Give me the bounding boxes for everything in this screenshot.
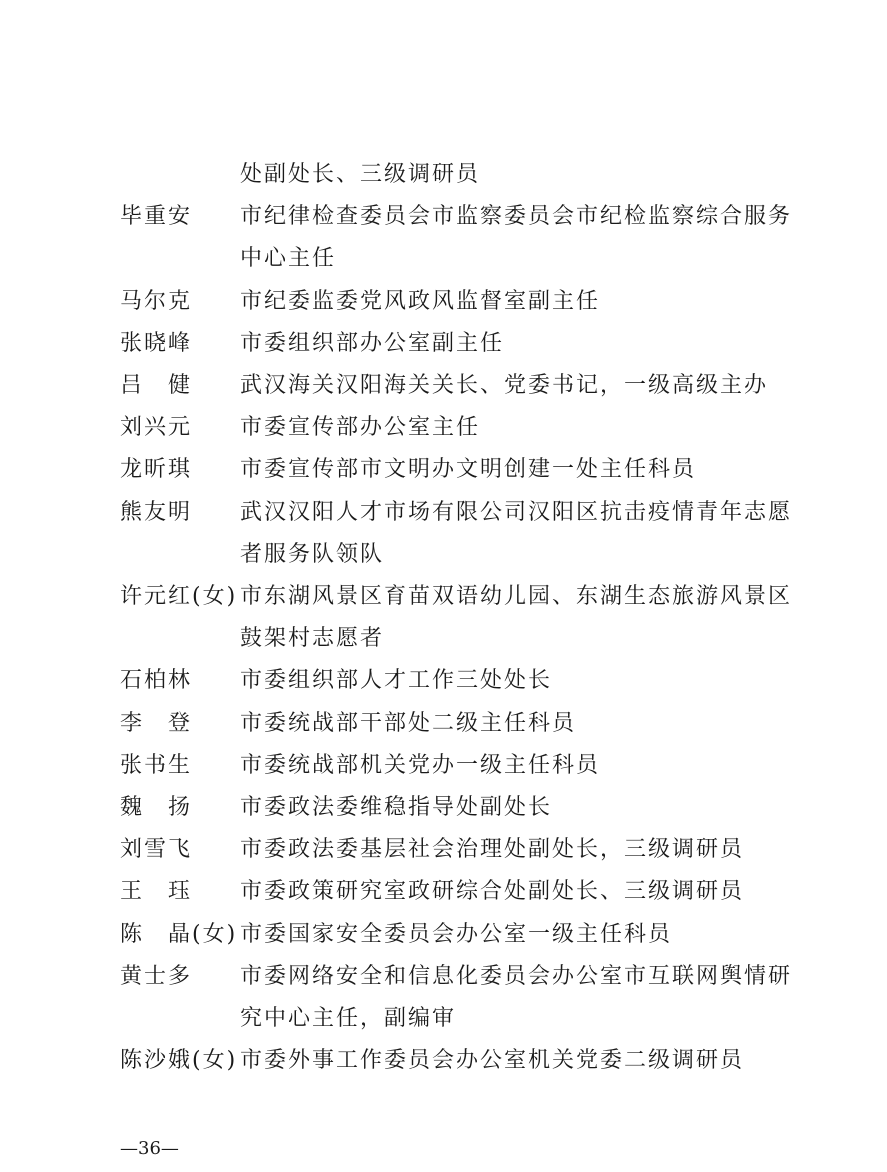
position-description: 市委政法委维稳指导处副处长 [240, 795, 553, 820]
position-description: 者服务队领队 [240, 541, 385, 567]
person-name: 王 珏 [120, 879, 193, 905]
position-description: 市东湖风景区育苗双语幼儿园、东湖生态旅游风景区 [240, 584, 793, 609]
position-description: 市委统战部干部处二级主任科员 [240, 710, 577, 736]
position-description: 市委宣传部市文明办文明创建一处主任科员 [240, 457, 697, 483]
position-description: 市委外事工作委员会办公室机关党委二级调研员 [240, 1048, 745, 1074]
position-description: 市委政法委基层社会治理处副处长，三级调研员 [240, 837, 745, 863]
person-name: 龙昕琪 [120, 457, 193, 483]
page-number: —36— [120, 1138, 179, 1159]
position-description: 中心主任 [240, 246, 337, 272]
position-description: 鼓架村志愿者 [240, 626, 385, 652]
position-description: 市委国家安全委员会办公室一级主任科员 [240, 921, 673, 947]
position-description: 市委政策研究室政研综合处副处长、三级调研员 [240, 879, 745, 905]
person-name: 张晓峰 [120, 330, 193, 356]
person-name: 陈沙娥(女) [120, 1048, 238, 1074]
person-name: 李 登 [120, 710, 193, 736]
position-description: 武汉汉阳人才市场有限公司汉阳区抗击疫情青年志愿 [240, 499, 793, 525]
person-name: 熊友明 [120, 499, 193, 525]
person-name: 陈 晶(女) [120, 921, 238, 947]
position-description: 武汉海关汉阳海关关长、党委书记，一级高级主办 [240, 373, 769, 398]
position-description: 市纪律检查委员会市监察委员会市纪检监察综合服务 [240, 204, 793, 230]
person-name: 马尔克 [120, 288, 193, 314]
person-name: 黄士多 [120, 963, 193, 989]
person-name: 刘雪飞 [120, 837, 193, 863]
position-description: 市委统战部机关党办一级主任科员 [240, 752, 601, 778]
position-description: 市委组织部人才工作三处处长 [240, 668, 553, 694]
person-name: 许元红(女) [120, 584, 238, 609]
position-description: 市委宣传部办公室主任 [240, 415, 481, 441]
position-description: 究中心主任，副编审 [240, 1006, 457, 1031]
position-description: 市委组织部办公室副主任 [240, 330, 505, 356]
person-name: 魏 扬 [120, 795, 193, 820]
person-name: 石柏林 [120, 668, 193, 694]
position-description: 市委网络安全和信息化委员会办公室市互联网舆情研 [240, 963, 793, 989]
person-name: 张书生 [120, 752, 193, 778]
person-name: 吕 健 [120, 373, 193, 398]
person-name: 刘兴元 [120, 415, 193, 441]
person-name: 毕重安 [120, 204, 193, 230]
position-description: 处副处长、三级调研员 [240, 162, 481, 187]
position-description: 市纪委监委党风政风监督室副主任 [240, 288, 601, 314]
